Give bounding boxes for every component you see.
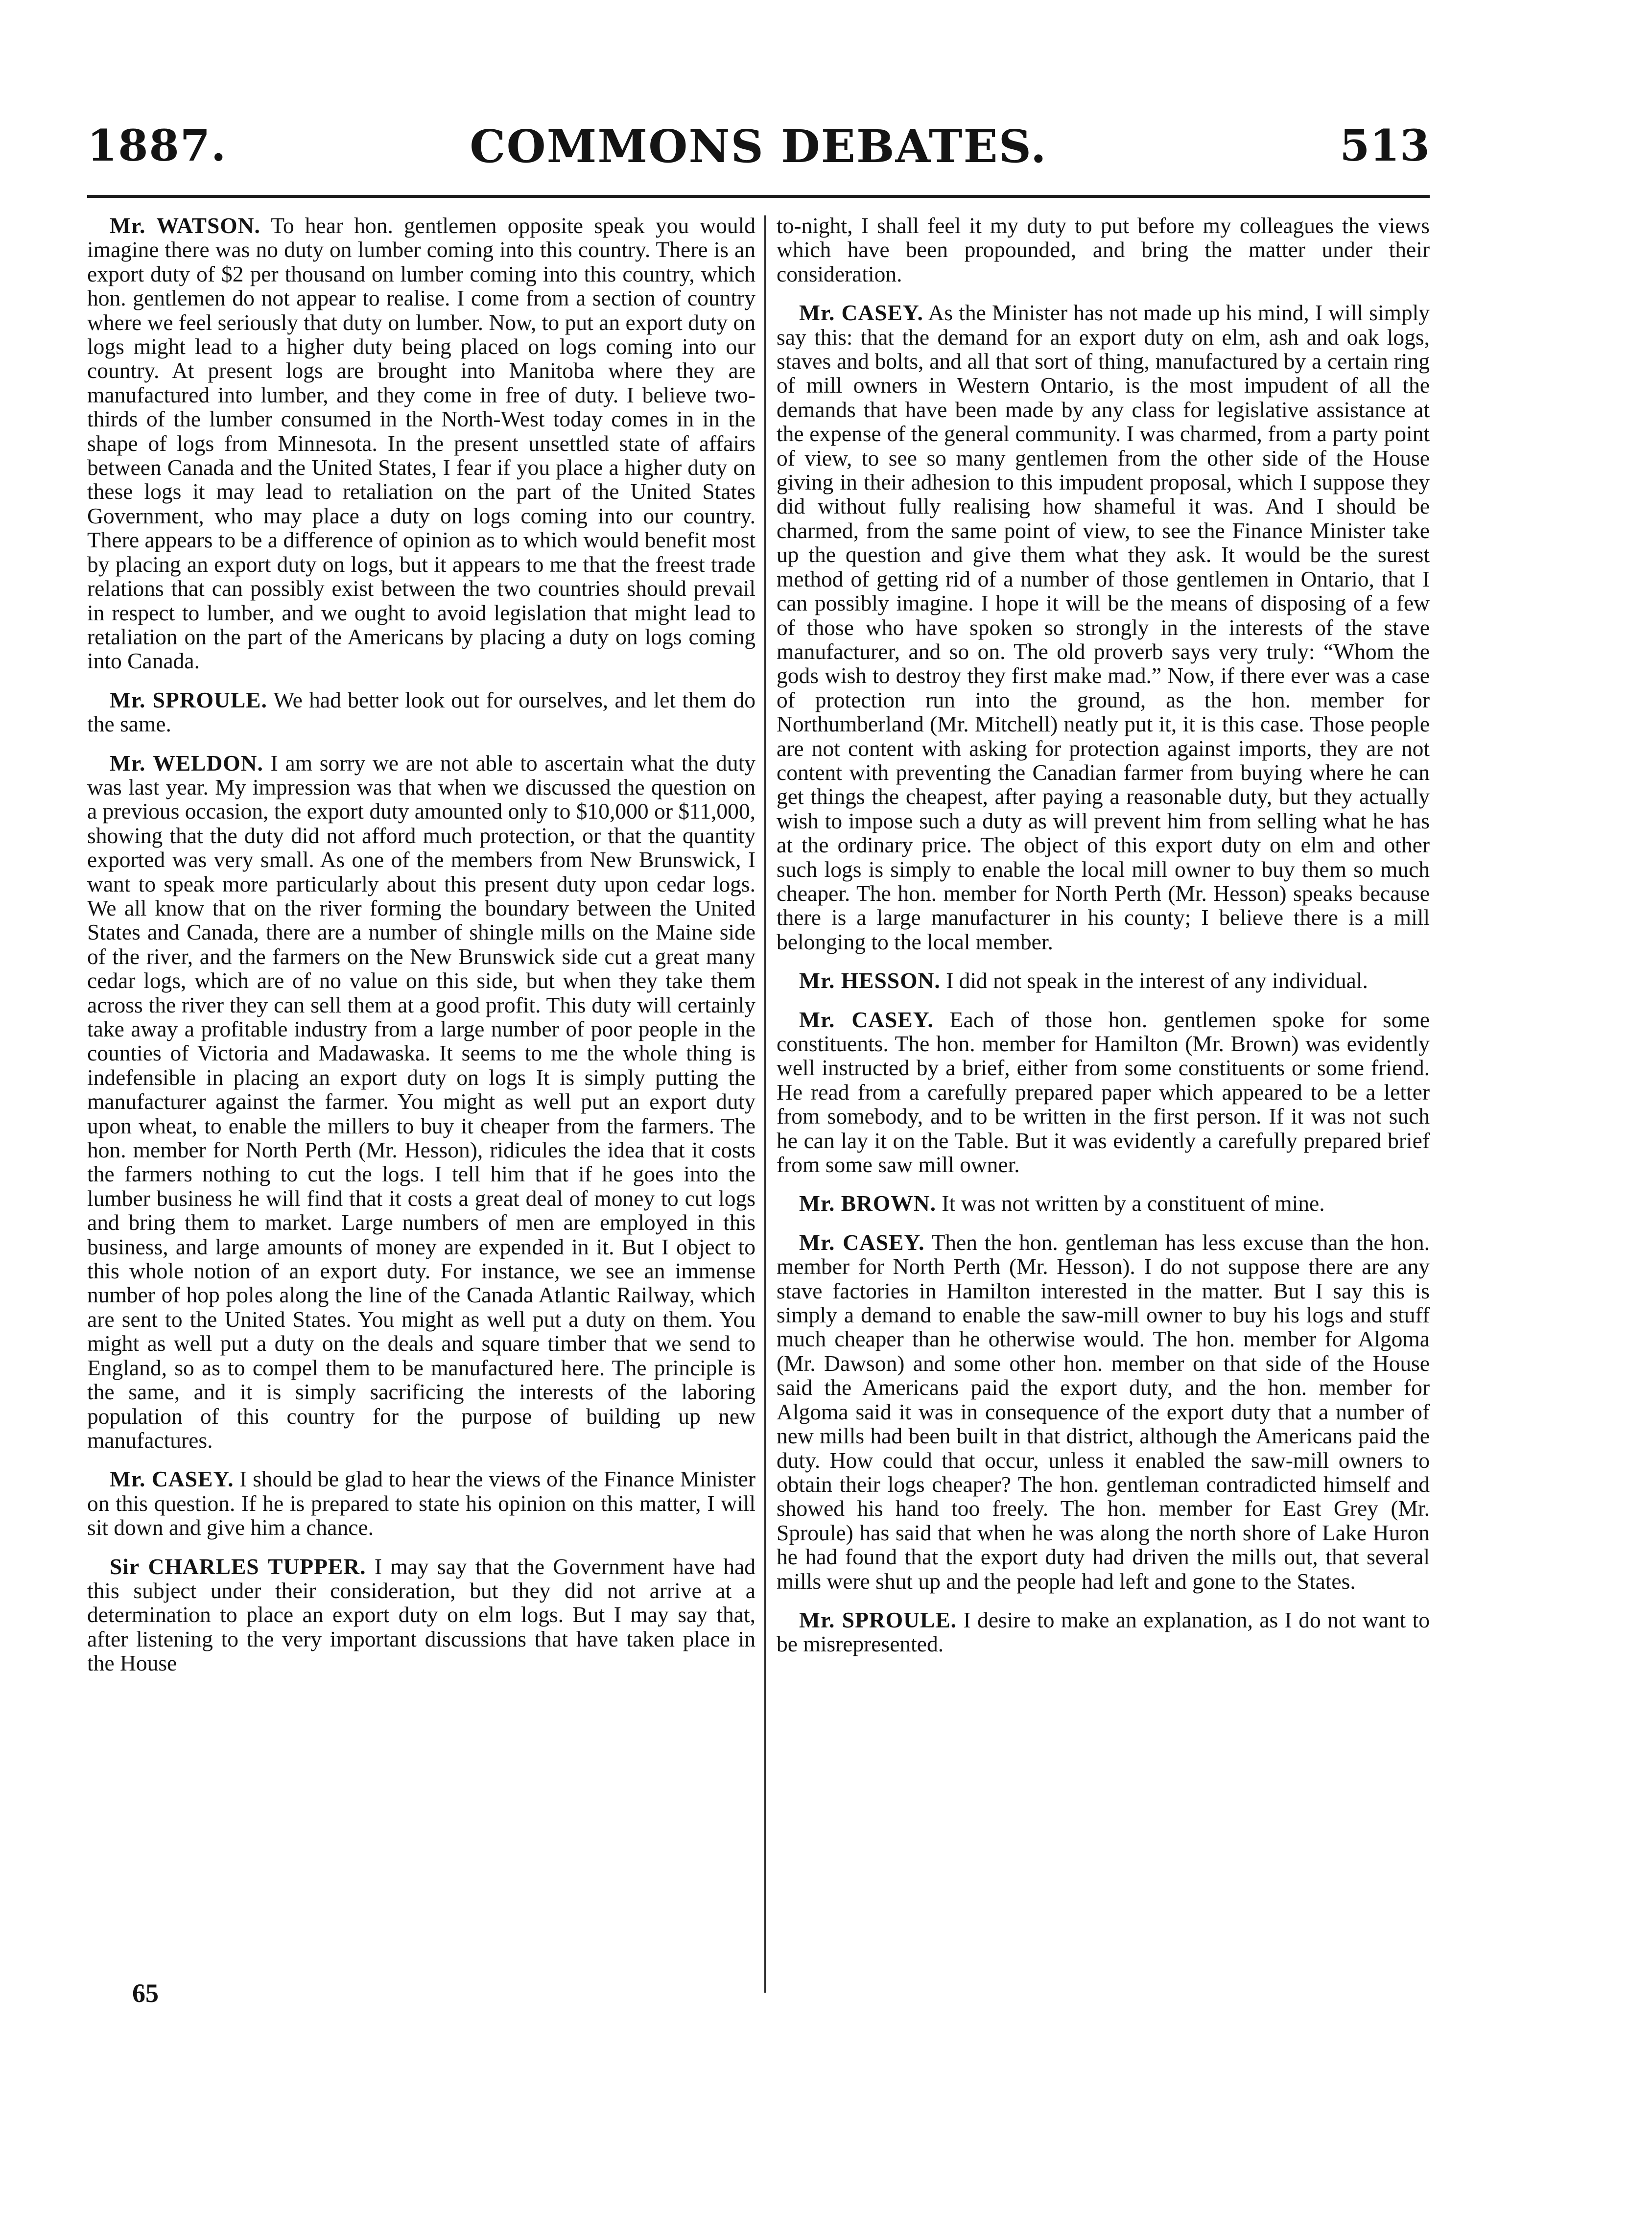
speech-text: Each of those hon. gentlemen spoke for some constituents. The hon. member for Hamilton (Mr. Brown) was evidently well instructed by a brief, either from some constituents or some friend. He read from a carefully prepared paper which appeared to be a letter from somebody, and to be written in the first person. If it was not such he can lay it on the Table. But it was evidently a carefully prepared brief from some saw mill owner. — [777, 1007, 1430, 1177]
speech-paragraph — [777, 968, 1430, 992]
header-year: 1887. — [87, 120, 227, 171]
right-column — [777, 213, 1430, 1671]
speech-paragraph — [777, 1008, 1430, 1177]
speech-paragraph — [777, 1230, 1430, 1593]
speech-text: We had better look out for ourselves, and let them do the same. — [87, 687, 755, 737]
speech-text: I may say that the Government have had this subject under their consideration, but they did not arrive at a determination to place an export duty on elm logs. But I may say that, after listening to the very important discussions that have taken place in the House — [87, 1554, 756, 1676]
speech-paragraph — [777, 301, 1430, 954]
header-page-number: 513 — [1340, 120, 1430, 171]
header-title: COMMONS DEBATES. — [470, 120, 1047, 173]
speaker-name: Sir CHARLES TUPPER. — [110, 1554, 366, 1579]
speech-text: I did not speak in the interest of any individual. — [946, 968, 1368, 993]
speaker-name: Mr. BROWN. — [799, 1191, 937, 1216]
speech-text: As the Minister has not made up his mind, I will simply say this: that the demand for an export duty on elm, ash and oak logs, staves and bolts, and all that sort of thing, manufactured by a certain ring of mill owners in Western Ontario, is the most impudent of all the demands that have been made by any class for legislative assistance at the expense of the general community. I was charmed, from a party point of view, to see so many gentlemen from the other side of the House giving in their adhesion to this impudent proposal, which I suppose they did without fully realising how shameful it was. And I should be charmed, from the same point of view, to see the Finance Minister take up the question and give them what they ask. It would be the surest method of getting rid of a number of those gentlemen in Ontario, that I can possibly imagine. I hope it will be the means of disposing of a few of those who have spoken so strongly in the interests of the stave manufacturer, and so on. The old proverb says very truly: “Whom the gods wish to destroy they first make mad.” Now, if there ever was a case of protection run into the ground, as the hon. member for Northumberland (Mr. Mitchell) neatly put it, it is this case. Those people are not content with asking for protection against imports, they are not content with preventing the Canadian farmer from buying where he can get things the cheapest, after paying a reasonable duty, but they actually wish to impose such a duty as will prevent him from selling what he has at the ordinary price. The object of this export duty on elm and other such logs is simply to enable the local mill owner to buy them so much cheaper. The hon. member for North Perth (Mr. Hesson) speaks because there is a large manufacturer in his county; I believe there is a mill belonging to the local member. — [777, 300, 1430, 954]
speech-paragraph — [777, 1608, 1430, 1656]
speaker-name: Mr. SPROULE. — [799, 1607, 957, 1632]
speech-paragraph — [87, 1467, 755, 1539]
speaker-name: Mr. CASEY. — [799, 1007, 934, 1032]
speech-paragraph — [87, 213, 755, 673]
speaker-name: Mr. CASEY. — [799, 300, 923, 326]
speech-paragraph — [87, 751, 755, 1453]
header-rule — [87, 195, 1430, 198]
speaker-name: Mr. WATSON. — [110, 213, 260, 238]
speech-paragraph — [777, 1191, 1430, 1215]
speaker-name: Mr. HESSON. — [799, 968, 941, 993]
page-header — [87, 120, 1430, 188]
speaker-name: Mr. SPROULE. — [110, 687, 267, 712]
speech-paragraph — [87, 1554, 755, 1675]
speaker-name: Mr. CASEY. — [799, 1229, 925, 1255]
signature-mark: 65 — [132, 1978, 159, 2008]
column-divider — [764, 215, 766, 1993]
speech-text: Then the hon. gentleman has less excuse than the hon. member for North Perth (Mr. Hesson). I do not suppose there are any stave factories in Hamilton interested in the matter. But I say this is simply a demand to enable the saw-mill owner to buy his logs and stuff much cheaper than he otherwise would. The hon. member for Algoma (Mr. Dawson) and some other hon. member on that side of the House said the Americans paid the export duty, and the hon. member for Algoma said it was in consequence of the export duty that a number of new mills had been built in that district, although the Americans paid the duty. How could that occur, unless it enabled the saw-mill owners to obtain their logs cheaper? The hon. gentleman contradicted himself and showed his hand too freely. The hon. member for East Grey (Mr. Sproule) has said that when he was along the north shore of Lake Huron he had found that the export duty had driven the mills out, that several mills were shut up and the people had left and gone to the States. — [777, 1229, 1430, 1594]
speech-text: I am sorry we are not able to ascertain what the duty was last year. My impression was that when we discussed the question on a previous occasion, the export duty amounted only to $10,000 or $11,000, showing that the duty did not afford much protection, or that the quantity exported was very small. As one of the members from New Brunswick, I want to speak more particularly about this present duty upon cedar logs. We all know that on the river forming the boundary between the United States and Canada, there are a number of shingle mills on the Maine side of the river, and the farmers on the New Brunswick side cut a great many cedar logs, which are of no value on this side, but when they take them across the river they can sell them at a good profit. This duty will certainly take away a profitable industry from a large number of poor people in the counties of Victoria and Madawaska. It seems to me the whole thing is indefensible in placing an export duty on logs It is simply putting the manufacturer against the farmer. You might as well put an export duty upon wheat, to enable the millers to buy it cheaper from the farmers. The hon. member for North Perth (Mr. Hesson), ridicules the idea that it costs the farmers nothing to cut the logs. I tell him that if he goes into the lumber business he will find that it costs a great deal of money to cut logs and bring them to market. Large numbers of men are employed in this business, and large amounts of money are expended in it. But I object to this whole notion of an export duty. For instance, we see an immense number of hop poles along the line of the Canada Atlantic Railway, which are sent to the United States. You might as well put a duty on them. You might as well put a duty on the deals and square timber that we send to England, so as to compel them to be manufactured here. The principle is the same, and it is simply sacrificing the interests of the laboring population of this country for the purpose of building up new manufactures. — [87, 750, 756, 1453]
left-column — [87, 213, 755, 1690]
speaker-name: Mr. CASEY. — [110, 1466, 234, 1492]
speech-continuation — [777, 213, 1430, 286]
speech-text: I desire to make an explanation, as I do not want to be misrepresented. — [777, 1607, 1430, 1657]
speech-text: to-night, I shall feel it my duty to put before my colleagues the views which have been propounded, and bring the matter under their consideration. — [777, 213, 1430, 286]
speech-paragraph — [87, 688, 755, 736]
speech-text: To hear hon. gentlemen opposite speak you would imagine there was no duty on lumber coming into this country. There is an export duty of $2 per thousand on lumber coming into this country, which hon. gentlemen do not appear to realise. I come from a section of country where we feel seriously that duty on lumber. Now, to put an export duty on logs might lead to a higher duty being placed on logs coming into our country. At present logs are brought into Manitoba where they are manufactured into lumber, and they come in free of duty. I believe two-thirds of the lumber consumed in the North-West today comes in in the shape of logs from Minnesota. In the present unsettled state of affairs between Canada and the United States, I fear if you place a higher duty on these logs it may lead to retaliation on the part of the United States Government, who may place a duty on logs coming into our country. There appears to be a difference of opinion as to which would benefit most by placing an export duty on logs, but it appears to me that the freest trade relations that can possibly exist between the two countries should prevail in respect to lumber, and we ought to avoid legislation that might lead to retaliation on the part of the Americans by placing a duty on logs coming into Canada. — [87, 213, 756, 674]
speech-text: I should be glad to hear the views of the Finance Minister on this question. If he is prepared to state his opinion on this matter, I will sit down and give him a chance. — [87, 1466, 755, 1540]
speaker-name: Mr. WELDON. — [110, 750, 263, 776]
speech-text: It was not written by a constituent of mine. — [942, 1191, 1325, 1216]
